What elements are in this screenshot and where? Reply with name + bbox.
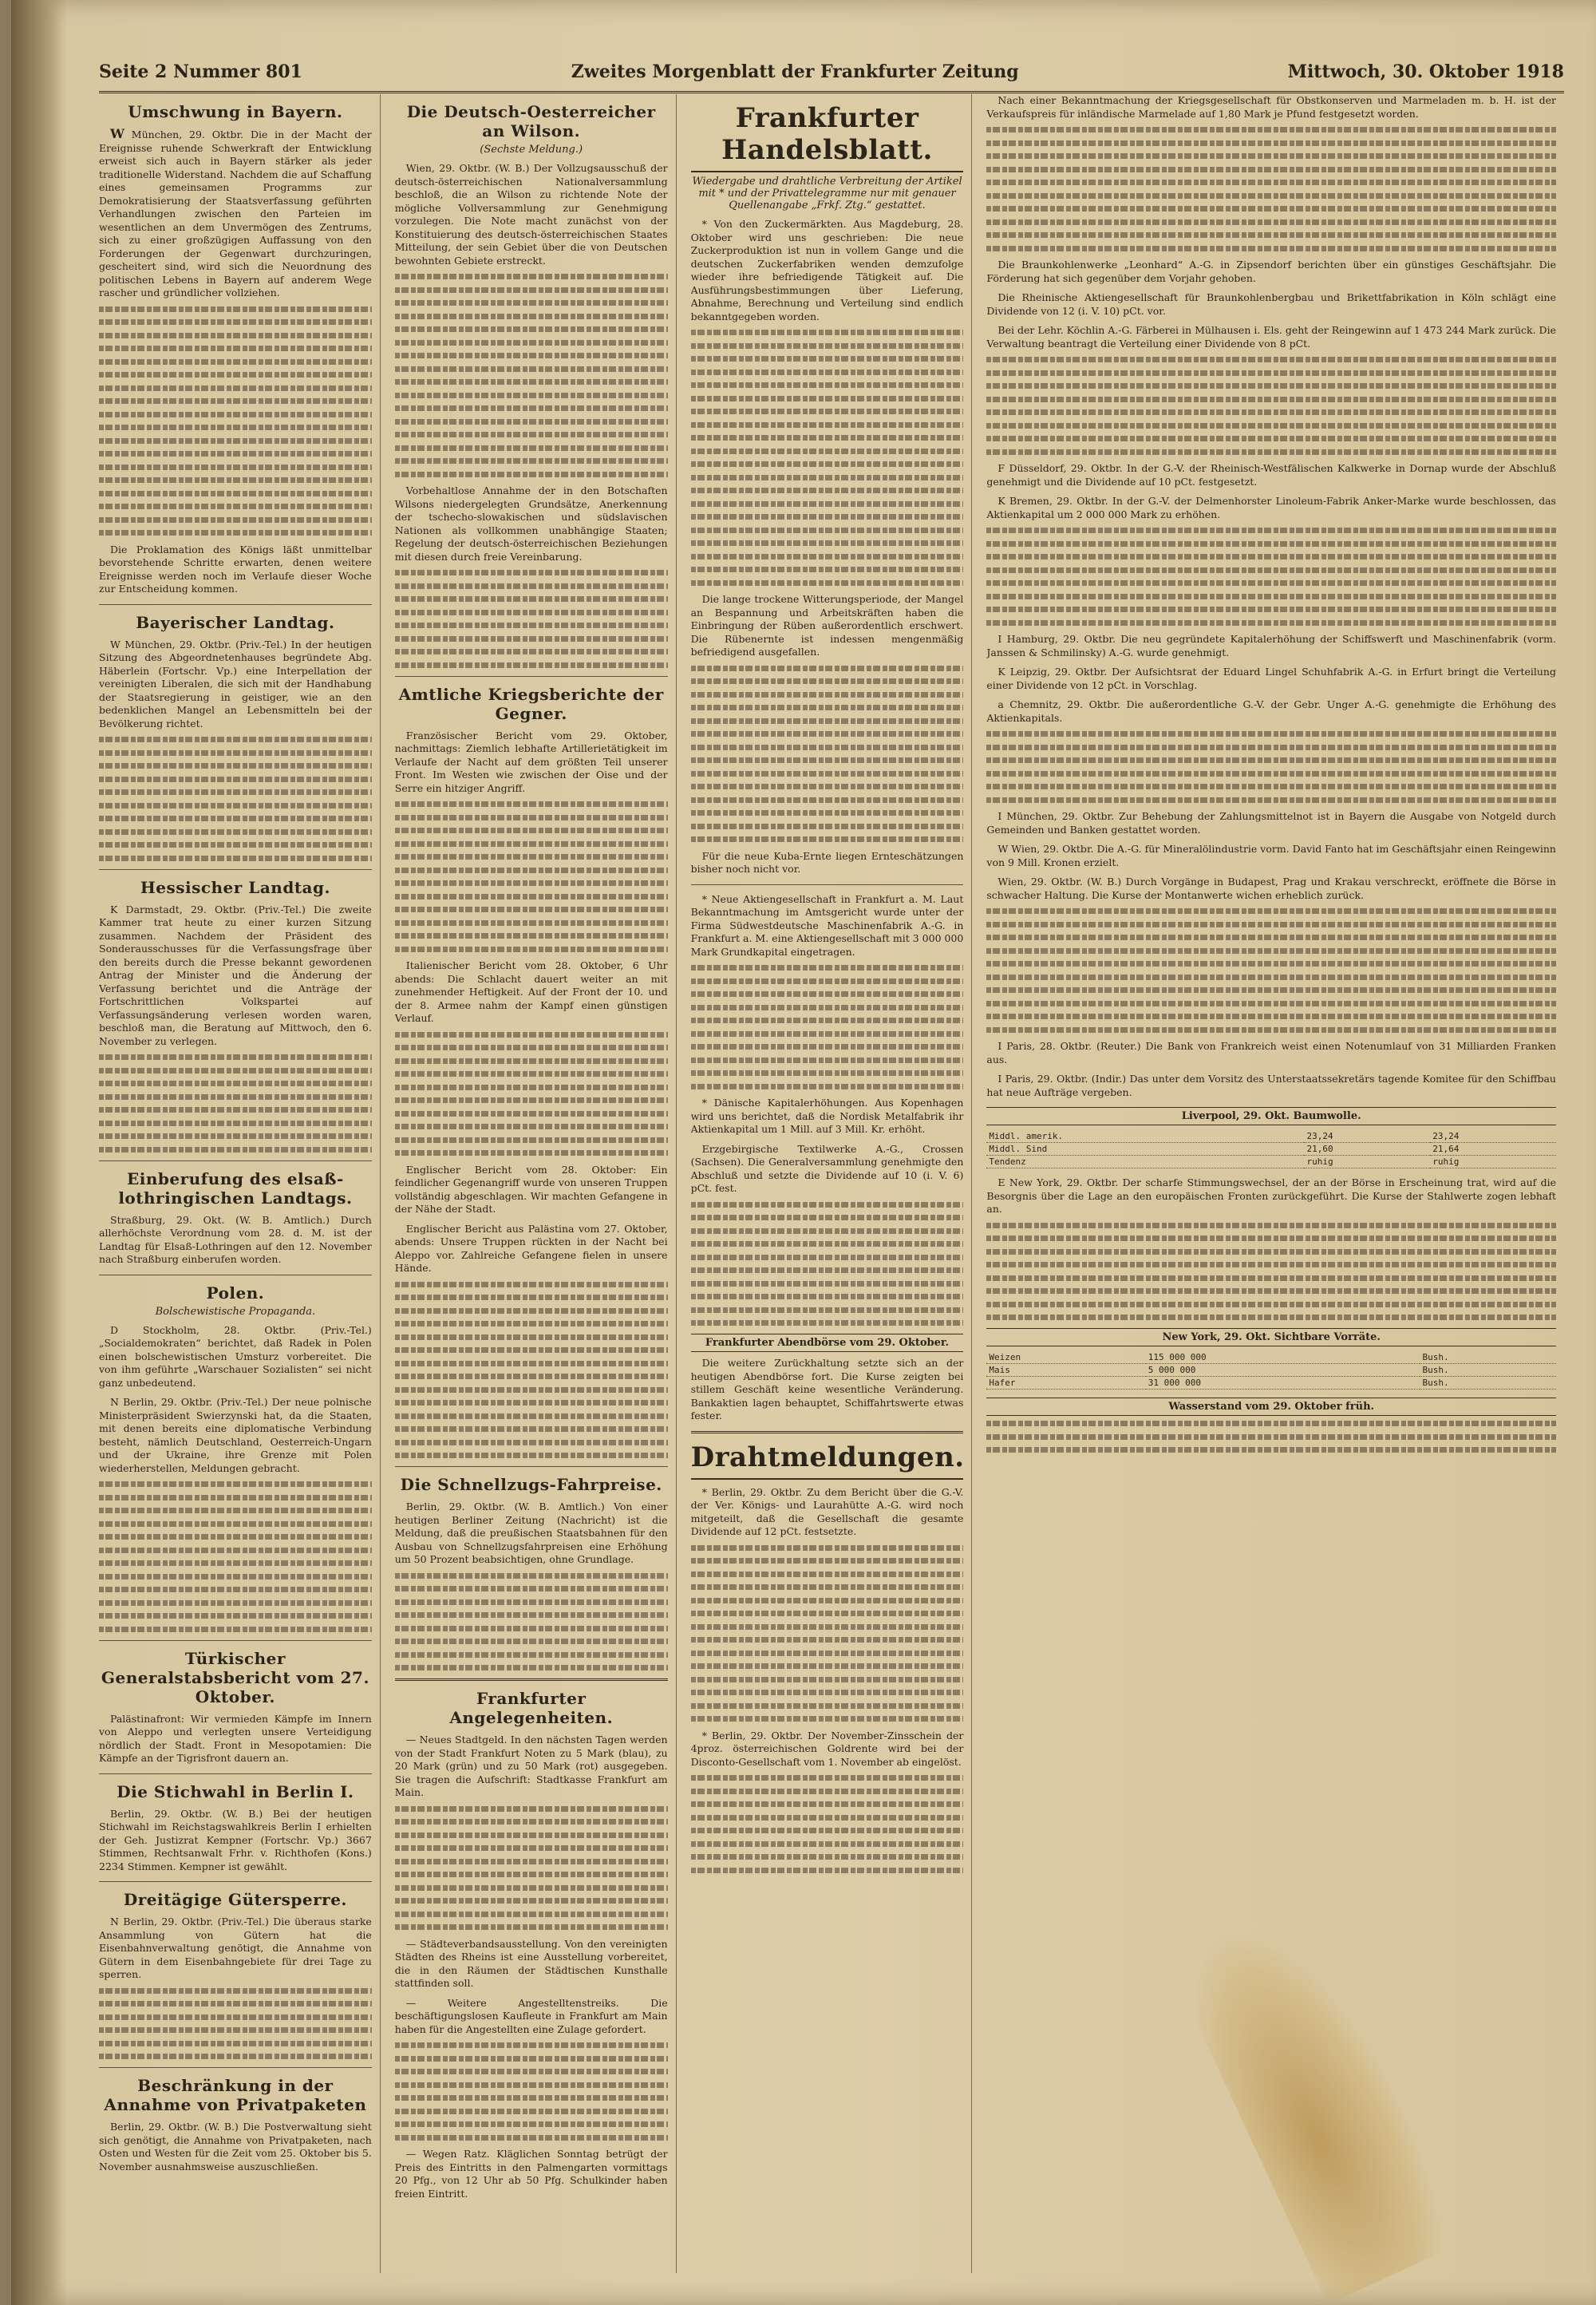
page-number: Seite 2 Nummer 801 [99,61,302,82]
table-cell: 21,64 [1430,1143,1556,1156]
table-cell: 31 000 000 [1146,1377,1420,1390]
article-paragraph: Palästinafront: Wir vermieden Kämpfe im Innern von Aleppo und verlegten unsere Verteidigung nördlich der Stadt. Front in Mesopotamien: Die Kämpfe an der Tigrisfront dauern an. [99,1712,372,1764]
table-row [986,1351,1556,1364]
article-paragraph: * Neue Aktiengesellschaft in Frankfurt a. M. Laut Bekanntmachung im Amtsgericht wurde unter der Firma Südwestdeutsche Maschinenfabrik A.-G. in Frankfurt a. M. eine Aktiengesellschaft mit 3 000 000 Mark Grundkapital eingetragen. [690,892,964,958]
illegible-text-block [691,330,964,586]
table-cell: Bush. [1420,1351,1556,1364]
reprint-notice: Wiedergabe und drahtliche Verbreitung der Artikel mit * und der Privattelegramme nur mit genauer Quellenangabe „Frkf. Ztg.“ gestattet. [692,176,962,212]
article-paragraph: W München, 29. Oktbr. (Priv.-Tel.) In der heutigen Sitzung des Abgeordnetenhauses begründete Abg. Häberlein (Fortschr. Vp.) eine Interpellation der vereinigten Liberalen, die sich mit der Handhabung der Staatsregierung in geistiger, wie an den bedenklichen Mangel an Lebensmitteln bei der Bevölkerung richtet. [99,638,372,729]
headline-handelsblatt: Frankfurter Handelsblatt. [691,102,964,172]
article-columns [99,94,1564,2273]
column-3 [691,94,973,2273]
headline-frankfurter-angelegenheiten: Frankfurter Angelegenheiten. [449,1689,614,1727]
article-paragraph: N Berlin, 29. Oktbr. (Priv.-Tel.) Der neue polnische Ministerpräsident Swierzynski hat, da die Staaten, mit denen bereits eine diplomatische Verbindung besteht, nämlich Deutschland, Oesterreich-Ungarn und der Ukraine, ihre Grenze mit Polen wiederherstellen, Meldungen gebracht. [99,1396,372,1474]
article-paragraph: * Berlin, 29. Oktbr. Zu dem Bericht über die G.-V. der Ver. Königs- und Laurahütte A.-G. wird noch mitgeteilt, daß die Gesellschaft die gesamte Dividende auf 12 pCt. festsetzte. [690,1485,964,1537]
article-paragraph: Vorbehaltlose Annahme der in den Botschaften Wilsons niedergelegten Grundsätze, Anerkennung der tschecho-slowakischen und südslavischen Nationen als vollkommen unabhängige Staaten; Regelung der deutsch-österreichischen Beziehungen mit diesen durch freie Vereinbarung. [394,484,668,563]
illegible-text-block [395,1806,668,1931]
illegible-text-block [986,1223,1556,1321]
abendboerse-title: Frankfurter Abendbörse vom 29. Oktober. [691,1334,964,1352]
column-2 [395,94,677,2273]
table-cell: 115 000 000 [1146,1351,1420,1364]
illegible-text-block [691,1775,964,1873]
article-paragraph: Englischer Bericht vom 28. Oktober: Ein feindlicher Gegenangriff wurde von unseren Truppen vollständig abgeschlagen. Wir machten Gefangene in der Nähe der Stadt. [394,1163,668,1215]
headline-privatpakete: Beschränkung in der Annahme von Privatpaketen [104,2076,367,2114]
subheadline: Bolschewistische Propaganda. [155,1305,316,1318]
table-cell: 21,60 [1304,1143,1430,1156]
subheadline: (Sechste Meldung.) [480,144,583,156]
article-paragraph: * Von den Zuckermärkten. Aus Magdeburg, 28. Oktober wird uns geschrieben: Die neue Zuckerproduktion ist nun in vollem Gange und die deutschen Zuckerfabriken wenden demzufolge wieder ihre befriedigende Tätigkeit auf. Die Ausführungsbestimmungen über Lieferung, Abnahme, Berechnung und Verteilung sind endlich bekanntgegeben worden. [690,218,964,322]
article-paragraph: Erzgebirgische Textilwerke A.-G., Crossen (Sachsen). Die Generalversammlung genehmigte den Abschluß und setzte die Dividende auf 10 (i. V. 6) pCt. fest. [690,1142,964,1194]
article-paragraph: — Weitere Angestelltenstreiks. Die beschäftigungslosen Kaufleute in Frankfurt am Main haben für die Angestellten eine Zulage gefordert. [394,1996,668,2035]
column-1 [99,94,381,2273]
headline-tuerkischer-bericht: Türkischer Generalstabsbericht vom 27. Oktober. [101,1648,369,1706]
article-paragraph: D Stockholm, 28. Oktbr. (Priv.-Tel.) „Socialdemokraten“ berichtet, daß Radek in Polen einen bolschewistischen Umsturz vorbereitet. Die von ihm geführte „Warschauer Sozialisten“ sei nicht ganz unbedeutend. [99,1323,372,1389]
article-paragraph: F Düsseldorf, 29. Oktbr. In der G.-V. der Rheinisch-Westfälischen Kalkwerke in Dornap wurde der Abschluß genehmigt und die Dividende auf 10 pCt. festgesetzt. [986,462,1556,488]
article-paragraph: Nach einer Bekanntmachung der Kriegsgesellschaft für Obstkonserven und Marmeladen m. b. H. ist der Verkaufspreis für inländische Marmelade auf 1,80 Mark je Pfund festgesetzt worden. [986,94,1556,120]
table-cell: 23,24 [1430,1130,1556,1143]
issue-date: Mittwoch, 30. Oktober 1918 [1287,61,1564,82]
article-paragraph: — Neues Stadtgeld. In den nächsten Tagen werden von der Stadt Frankfurt Noten zu 5 Mark (blau), zu 20 Mark (grün) und zu 50 Mark (rot) ausgegeben. Sie tragen die Aufschrift: Stadtkasse Frankfurt am Main. [394,1734,668,1798]
article-paragraph: Die Rheinische Aktiengesellschaft für Braunkohlenbergbau und Brikettfabrikation in Köln schlägt eine Dividende von 12 (i. V. 10) pCt. vor. [986,291,1556,317]
water-level-title: Wasserstand vom 29. Oktober früh. [986,1398,1556,1416]
newspaper-page [11,0,1596,2305]
liverpool-cotton-title: Liverpool, 29. Okt. Baumwolle. [986,1107,1556,1125]
headline-guetersperre: Dreitägige Gütersperre. [123,1890,347,1909]
article-paragraph: N Berlin, 29. Oktbr. (Priv.-Tel.) Die überaus starke Ansammlung von Gütern hat die Eisenbahnverwaltung genötigt, die Annahme von Gütern in dem Eisenbahngebiete für drei Tage zu sperren. [99,1916,372,1980]
article-paragraph: Bei der Lehr. Köchlin A.-G. Färberei in Mülhausen i. Els. geht der Reingewinn auf 1 473 244 Mark zurück. Die Verwaltung beantragt die Verteilung einer Dividende von 8 pCt. [986,324,1556,350]
headline-drahtmeldungen: Drahtmeldungen. [691,1441,964,1480]
illegible-text-block [691,666,964,843]
article-paragraph: Die Braunkohlenwerke „Leonhard“ A.-G. in Zipsendorf berichten über ein günstiges Geschäftsjahr. Die Förderung hat sich gegenüber dem Vorjahr gehoben. [986,259,1556,284]
headline-polen: Polen. [206,1283,265,1303]
article-paragraph: Die Proklamation des Königs läßt unmittelbar bevorstehende Schritte erwarten, denen weitere Ereignisse werden noch im Verlaufe dieser Woche zur Entscheidung kommen. [99,543,372,595]
article-paragraph: I Paris, 28. Oktbr. (Reuter.) Die Bank von Frankreich weist einen Notenumlauf von 31 Milliarden Franken aus. [986,1040,1556,1066]
table-cell: Bush. [1420,1377,1556,1390]
article-paragraph: Italienischer Bericht vom 28. Oktober, 6 Uhr abends: Die Schlacht dauert weiter an mit zunehmender Heftigkeit. Auf der Front der 10. und der 8. Armee nahm der Kampf einen günstigen Verlauf. [394,959,668,1024]
illegible-text-block [99,306,372,536]
table-row [986,1377,1556,1390]
table-cell: 5 000 000 [1146,1364,1420,1377]
illegible-text-block [395,801,668,952]
table-row [986,1364,1556,1377]
illegible-text-block [986,127,1556,251]
publication-name: Zweites Morgenblatt der Frankfurter Zeitung [571,61,1019,82]
table-cell: Mais [986,1364,1145,1377]
table-cell: Middl. Sind [986,1143,1304,1156]
article-paragraph: a Chemnitz, 29. Oktbr. Die außerordentliche G.-V. der Gebr. Unger A.-G. genehmigte die Erhöhung des Aktienkapitals. [986,698,1556,724]
illegible-text-block [395,2042,668,2141]
headline-hessischer-landtag: Hessischer Landtag. [140,877,330,897]
headline-bayerischer-landtag: Bayerischer Landtag. [136,612,335,632]
headline-kriegsberichte: Amtliche Kriegsberichte der Gegner. [398,684,664,723]
article-paragraph: K Darmstadt, 29. Oktbr. (Priv.-Tel.) Die zweite Kammer trat heute zu einer kurzen Sitzung zusammen. Nachdem der Präsident des Sonderausschusses für die Verfassungsfrage über den bereits durch die Presse bekannt gewordenen Antrag der Minister und die Änderung der Verfassung berichtet und die Anträge der Fortschrittlichen Volkspartei auf Verfassungsänderung verlesen worden waren, beschloß man, die Beratung auf Mittwoch, den 6. November zu verlegen. [99,903,372,1047]
liverpool-cotton-table [986,1130,1556,1168]
article-paragraph: Berlin, 29. Oktbr. (W. B.) Die Postverwaltung sieht sich genötigt, die Annahme von Privatpaketen, nach Osten und Westen für die Zeit vom 25. Oktober bis 5. November ausnahmsweise auszuschließen. [99,2121,372,2173]
illegible-text-block [395,1282,668,1459]
article-paragraph: — Wegen Ratz. Kläglichen Sonntag betrügt der Preis des Eintritts in den Palmengarten vormittags 20 Pfg., von 12 Uhr ab 50 Pfg. Schulkinder haben freien Eintritt. [394,2148,668,2200]
article-paragraph: W Wien, 29. Oktbr. Die A.-G. für Mineralölindustrie vorm. David Fanto hat im Geschäftsjahr einen Reingewinn von 9 Mill. Kronen erzielt. [986,843,1556,868]
article-paragraph: Berlin, 29. Oktbr. (W. B.) Bei der heutigen Stichwahl im Reichstagswahlkreis Berlin I erhielten der Geh. Justizrat Kempner (Fortschr. Vp.) 3667 Stimmen, Rechtsanwalt Frhr. v. Richthofen (Kons.) 2234 Stimmen. Kempner ist gewählt. [99,1807,372,1872]
newyork-stocks-table [986,1351,1556,1390]
newyork-stocks-title: New York, 29. Okt. Sichtbare Vorräte. [986,1328,1556,1346]
article-paragraph: Die weitere Zurückhaltung setzte sich an der heutigen Abendbörse fort. Die Kurse zeigten bei stillem Geschäft keine wesentliche Veränderung. Bankaktien lagen behauptet, Schiffahrtswerte etwas fester. [690,1357,964,1421]
illegible-text-block [986,1421,1556,1453]
illegible-text-block [99,1988,372,2060]
book-binding [11,0,67,2305]
illegible-text-block [986,357,1556,455]
illegible-text-block [99,737,372,861]
illegible-text-block [986,528,1556,626]
illegible-text-block [395,570,668,668]
article-paragraph: Englischer Bericht aus Palästina vom 27. Oktober, abends: Unsere Truppen rückten in der Nacht bei Aleppo vor. Zahlreiche Gefangene fielen in unsere Hände. [394,1222,668,1274]
headline-deutsch-oesterreicher: Die Deutsch-Oesterreicher an Wilson. [406,102,656,140]
article-paragraph: K Bremen, 29. Oktbr. In der G.-V. der Delmenhorster Linoleum-Fabrik Anker-Marke wurde beschlossen, das Aktienkapital um 2 000 000 Mark zu erhöhen. [986,495,1556,520]
article-paragraph: K Leipzig, 29. Oktbr. Der Aufsichtsrat der Eduard Lingel Schuhfabrik A.-G. in Erfurt bringt die Verteilung einer Dividende von 12 pCt. in Vorschlag. [986,666,1556,691]
article-paragraph: Die lange trockene Witterungsperiode, der Mangel an Bespannung und Arbeitskräften haben die Einbringung der Rüben außerordentlich erschwert. Die Rübenernte ist indessen mengenmäßig befriedigend ausgefallen. [690,593,964,658]
table-cell: Weizen [986,1351,1145,1364]
illegible-text-block [395,1573,668,1671]
table-cell: ruhig [1304,1156,1430,1168]
article-paragraph: Straßburg, 29. Okt. (W. B. Amtlich.) Durch allerhöchste Verordnung vom 28. d. M. ist der Landtag für Elsaß-Lothringen auf den 12. November nach Straßburg einberufen worden. [99,1213,372,1265]
illegible-text-block [395,274,668,477]
article-paragraph: I Hamburg, 29. Oktbr. Die neu gegründete Kapitalerhöhung der Schiffswerft und Maschinenfabrik (vorm. Janssen & Schmilinsky) A.-G. wurde genehmigt. [986,633,1556,658]
illegible-text-block [691,1202,964,1326]
article-paragraph: I Paris, 29. Oktbr. (Indir.) Das unter dem Vorsitz des Unterstaatssekretärs tagende Komitee für den Schiffbau hat neue Aufträge vergeben. [986,1073,1556,1098]
headline-schnellzug: Die Schnellzugs-Fahrpreise. [400,1475,662,1494]
table-row [986,1130,1556,1143]
illegible-text-block [99,1054,372,1152]
article-paragraph: Für die neue Kuba-Ernte liegen Ernteschätzungen bisher noch nicht vor. [690,849,964,875]
article-paragraph: Französischer Bericht vom 29. Oktober, nachmittags: Ziemlich lebhafte Artillerietätigkeit im Verlaufe der Nacht auf dem größten Teil unserer Front. Im Westen wie zwischen der Oise und der Serre ein hitziger Angriff. [394,729,668,794]
headline-elsass-landtag: Einberufung des elsaß-lothringischen Landtags. [118,1168,353,1208]
masthead-bar [99,57,1564,93]
table-cell: Hafer [986,1377,1145,1390]
illegible-text-block [691,1545,964,1722]
article-paragraph: W München, 29. Oktbr. Die in der Macht der Ereignisse ruhende Schwerkraft der Entwicklung erweist sich auch in Bayern stärker als jeder traditionelle Widerstand. Nachdem die auf Schaffung eines gemeinsamen Programms zur Demokratisierung der Staatsverfassung geführten Verhandlungen zwischen den Parteien im wesentlichen an dem Unvermögen des Zentrums, sich zu einer großzügigen Auffassung von den Forderungen der Gegenwart durchzuringen, gescheitert sind, wird sich die Neuordnung des politischen Lebens in Bayern auf anderem Wege rascher und gründlicher vollziehen. [99,126,372,299]
table-cell: Middl. amerik. [986,1130,1304,1143]
illegible-text-block [986,731,1556,803]
table-cell: Bush. [1420,1364,1556,1377]
table-cell: 23,24 [1304,1130,1430,1143]
headline-bayern: Umschwung in Bayern. [128,102,343,121]
article-paragraph: * Dänische Kapitalerhöhungen. Aus Kopenhagen wird uns berichtet, daß die Nordisk Metalfabrik ihr Aktienkapital um 1 Mill. auf 3 Mill. Kr. erhöht. [690,1097,964,1135]
article-paragraph: I München, 29. Oktbr. Zur Behebung der Zahlungsmittelnot ist in Bayern die Ausgabe von Notgeld durch Gemeinden und Banken gestattet worden. [986,810,1556,836]
table-cell: ruhig [1430,1156,1556,1168]
article-paragraph: E New York, 29. Oktbr. Der scharfe Stimmungswechsel, der an der Börse in Erscheinung trat, wird auf die Besorgnis über die Lage an den europäischen Fronten zurückgeführt. Die Kurse der Stahlwerte zogen lebhaft an. [986,1176,1556,1215]
table-row [986,1143,1556,1156]
illegible-text-block [986,908,1556,1033]
column-4 [986,94,1564,2273]
table-cell: Tendenz [986,1156,1304,1168]
article-paragraph: Wien, 29. Oktbr. (W. B.) Durch Vorgänge in Budapest, Prag und Krakau verschreckt, eröffnete die Börse in schwacher Haltung. Die Kurse der Montanwerte wichen erheblich zurück. [986,876,1556,901]
illegible-text-block [395,1032,668,1156]
illegible-text-block [99,1481,372,1632]
article-paragraph: Berlin, 29. Oktbr. (W. B. Amtlich.) Von einer heutigen Berliner Zeitung (Nachricht) ist die Meldung, daß die preußischen Staatsbahnen für den Ausbau von Schnellzugsfahrpreisen eine Erhöhung um 50 Prozent beabsichtigen, ohne Grundlage. [394,1500,668,1565]
article-paragraph: * Berlin, 29. Oktbr. Der November-Zinsschein der 4proz. österreichischen Goldrente wird bei der Disconto-Gesellschaft vom 1. November ab eingelöst. [690,1729,964,1768]
article-paragraph: Wien, 29. Oktbr. (W. B.) Der Vollzugsausschuß der deutsch-österreichischen Nationalversammlung beschloß, die an Wilson zu richtende Note der mögliche Vollversammlung zur Genehmigung vorzulegen. Die Note macht zunächst von der Konstituierung des deutsch-österreichischen Staates Mitteilung, der sein Gebiet über die von Deutschen bewohnten Gebiete erstreckt. [394,162,668,267]
illegible-text-block [691,965,964,1089]
headline-stichwahl: Die Stichwahl in Berlin I. [117,1781,354,1801]
article-paragraph: — Städteverbandsausstellung. Von den vereinigten Städten des Rheins ist eine Ausstellung vorbereitet, die in den Räumen der Städtischen Kunsthalle stattfinden soll. [394,1937,668,1989]
table-row [986,1156,1556,1168]
